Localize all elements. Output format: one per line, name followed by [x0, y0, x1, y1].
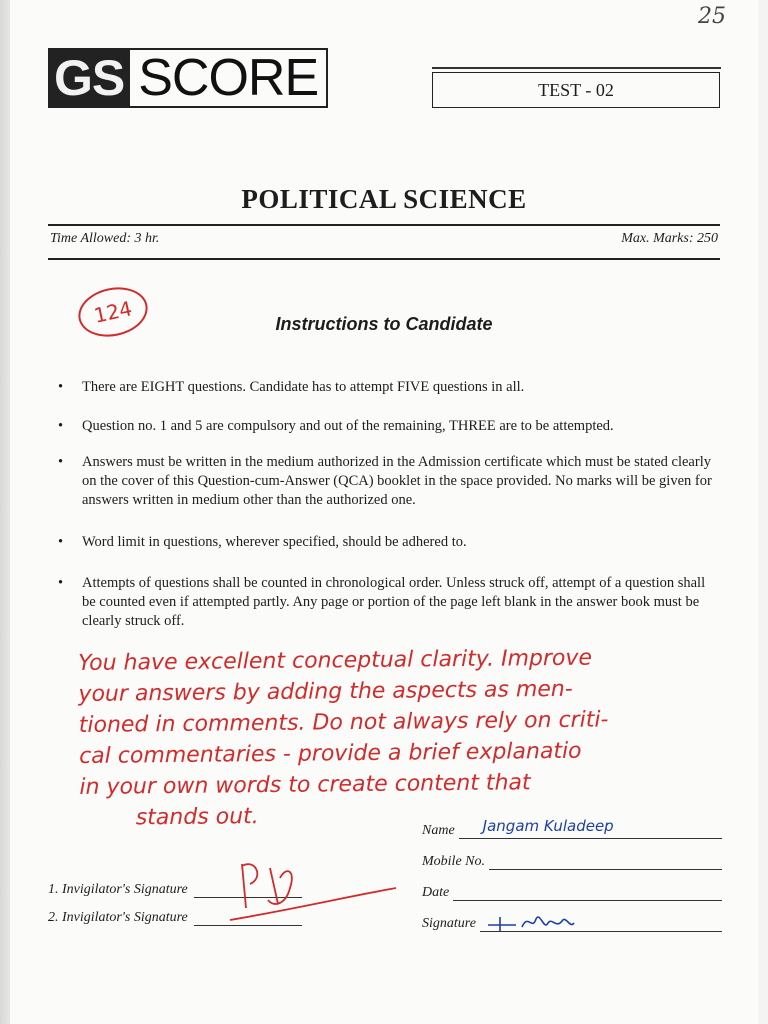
invigilator-label: 1. Invigilator's Signature [48, 882, 188, 897]
test-box-overline [432, 67, 721, 69]
signature-field[interactable] [480, 915, 722, 932]
name-row [422, 808, 722, 839]
rule-top [48, 224, 720, 226]
feedback-line: You have excellent conceptual clarity. Improve [78, 645, 593, 676]
instruction-item: • Word limit in questions, wherever specified, should be adhered to. [58, 533, 712, 552]
score-value: 124 [91, 296, 135, 328]
date-field[interactable] [453, 884, 722, 901]
meta-row [50, 231, 718, 247]
invigilator-signature-icon [220, 848, 420, 928]
candidate-signature-icon [486, 909, 606, 935]
time-allowed: Time Allowed: 3 hr. [50, 231, 160, 246]
instructions-list [58, 378, 712, 631]
rule-bottom [48, 258, 720, 260]
name-field[interactable] [459, 817, 722, 839]
mobile-row [422, 839, 722, 870]
name-value: Jangam Kuladeep [482, 817, 614, 835]
candidate-form [422, 808, 722, 932]
date-row [422, 870, 722, 901]
instruction-item: • There are EIGHT questions. Candidate has to attempt FIVE questions in all. [58, 378, 712, 397]
subject-title: POLITICAL SCIENCE [241, 184, 527, 214]
handwritten-feedback [78, 641, 768, 834]
name-label: Name [422, 823, 455, 838]
feedback-line: tioned in comments. Do not always rely on criti- [78, 707, 609, 738]
instruction-item: • Question no. 1 and 5 are compulsory and out of the remaining, THREE are to be attempted. [58, 417, 712, 436]
test-number-box [432, 72, 720, 108]
date-label: Date [422, 885, 450, 900]
feedback-line: stands out. [135, 804, 259, 831]
signature-label: Signature [422, 916, 476, 931]
mobile-label: Mobile No. [422, 854, 485, 869]
corner-mark: 25 [698, 4, 726, 29]
instructions-title: Instructions to Candidate [275, 314, 493, 334]
feedback-line: your answers by adding the aspects as men- [78, 676, 573, 707]
logo-gs: GS [48, 48, 130, 108]
invigilator-label: 2. Invigilator's Signature [48, 910, 188, 925]
mobile-field[interactable] [489, 853, 722, 870]
instruction-item: • Attempts of questions shall be counted in chronological order. Unless struck off, attempt of a question shall be counted even if attempted partly. Any page or portion of the page left blank in the answer book must be clearly struck off. [58, 574, 712, 631]
instruction-item: • Answers must be written in the medium authorized in the Admission certificate which must be stated clearly on the cover of this Question-cum-Answer (QCA) booklet in the space provided. No marks will be given for answers written in medium other than the authorized one. [58, 453, 712, 510]
logo-score: SCORE [130, 48, 328, 108]
max-marks: Max. Marks: 250 [621, 231, 718, 246]
gs-score-logo [48, 48, 328, 108]
test-number: TEST - 02 [538, 79, 614, 100]
feedback-line: in your own words to create content that [79, 770, 531, 800]
signature-row [422, 901, 722, 932]
feedback-line: cal commentaries - provide a brief explanatio [79, 738, 582, 769]
